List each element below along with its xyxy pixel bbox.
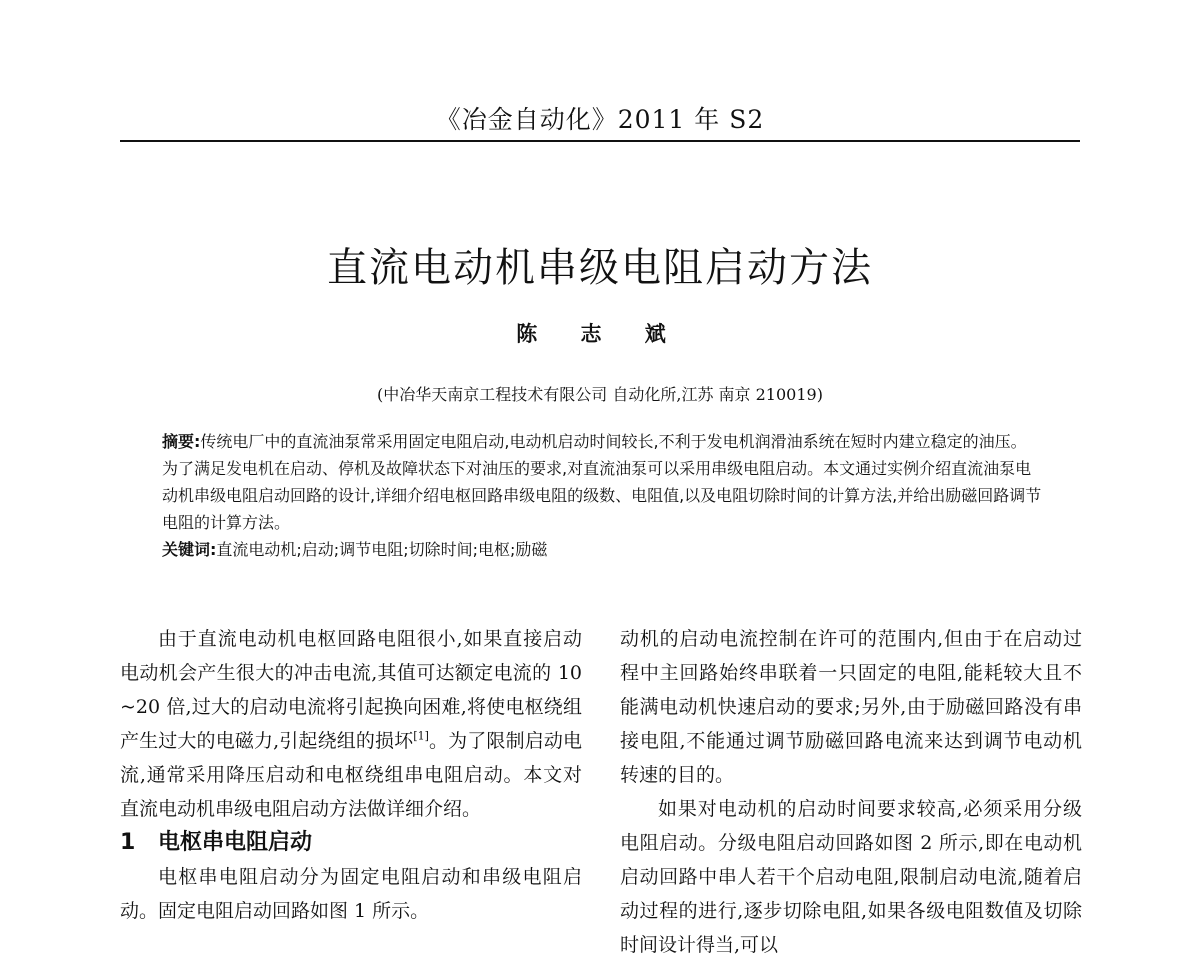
keywords-paragraph <box>162 536 1042 563</box>
intro-text-tail: 。为了限制启动电流,通常采用降压启动和电枢绕组串电阻启动。本文对直流电动机串级电阻启动方法做详细介绍。 <box>120 730 582 820</box>
abstract-label: 摘要: <box>162 432 201 451</box>
continued-paragraph: 动机的启动电流控制在许可的范围内,但由于在启动过程中主回路始终串联着一只固定的电阻,能耗较大且不能满电动机快速启动的要求;另外,由于励磁回路没有串接电阻,不能通过调节励磁回路电流来达到调节电动机转速的目的。 <box>620 628 1082 786</box>
abstract-block <box>162 428 1042 563</box>
article-title: 直流电动机串级电阻启动方法 <box>327 245 873 291</box>
right-column <box>620 622 1082 962</box>
section-heading <box>120 826 582 860</box>
keywords-text: 直流电动机;启动;调节电阻;切除时间;电枢;励磁 <box>216 540 548 559</box>
header-rule <box>120 140 1080 142</box>
affiliation: (中冶华天南京工程技术有限公司 自动化所,江苏 南京 210019) <box>377 385 823 404</box>
journal-header: 《冶金自动化》2011 年 S2 <box>435 105 765 134</box>
intro-paragraph <box>120 622 582 826</box>
intro-text: 由于直流电动机电枢回路电阻很小,如果直接启动电动机会产生很大的冲击电流,其值可达额定电流的 10 ~20 倍,过大的启动电流将引起换向困难,将使电枢绕组产生过大的电磁力,引起绕组的损坏 <box>120 628 582 752</box>
citation-ref: [1] <box>413 729 429 743</box>
section-paragraph: 电枢串电阻启动分为固定电阻启动和串级电阻启动。固定电阻启动回路如图 1 所示。 <box>120 866 582 922</box>
section-number: 1 <box>120 830 136 855</box>
staged-start-paragraph: 如果对电动机的启动时间要求较高,必须采用分级电阻启动。分级电阻启动回路如图 2 所示,即在电动机启动回路中串人若干个启动电阻,限制启动电流,随着启动过程的进行,逐步切除电阻,如果各级电阻数值及切除时间设计得当,可以 <box>620 798 1082 956</box>
keywords-label: 关键词: <box>162 540 217 559</box>
abstract-paragraph <box>162 428 1042 536</box>
author-name: 陈 志 斌 <box>516 321 684 346</box>
section-title: 电枢串电阻启动 <box>158 830 313 855</box>
abstract-text: 传统电厂中的直流油泵常采用固定电阻启动,电动机启动时间较长,不利于发电机润滑油系统在短时内建立稳定的油压。为了满足发电机在启动、停机及故障状态下对油压的要求,对直流油泵可以采用串级电阻启动。本文通过实例介绍直流油泵电动机串级电阻启动回路的设计,详细介绍电枢回路串级电阻的级数、电阻值,以及电阻切除时间的计算方法,并给出励磁回路调节电阻的计算方法。 <box>162 432 1042 532</box>
left-column <box>120 622 582 928</box>
